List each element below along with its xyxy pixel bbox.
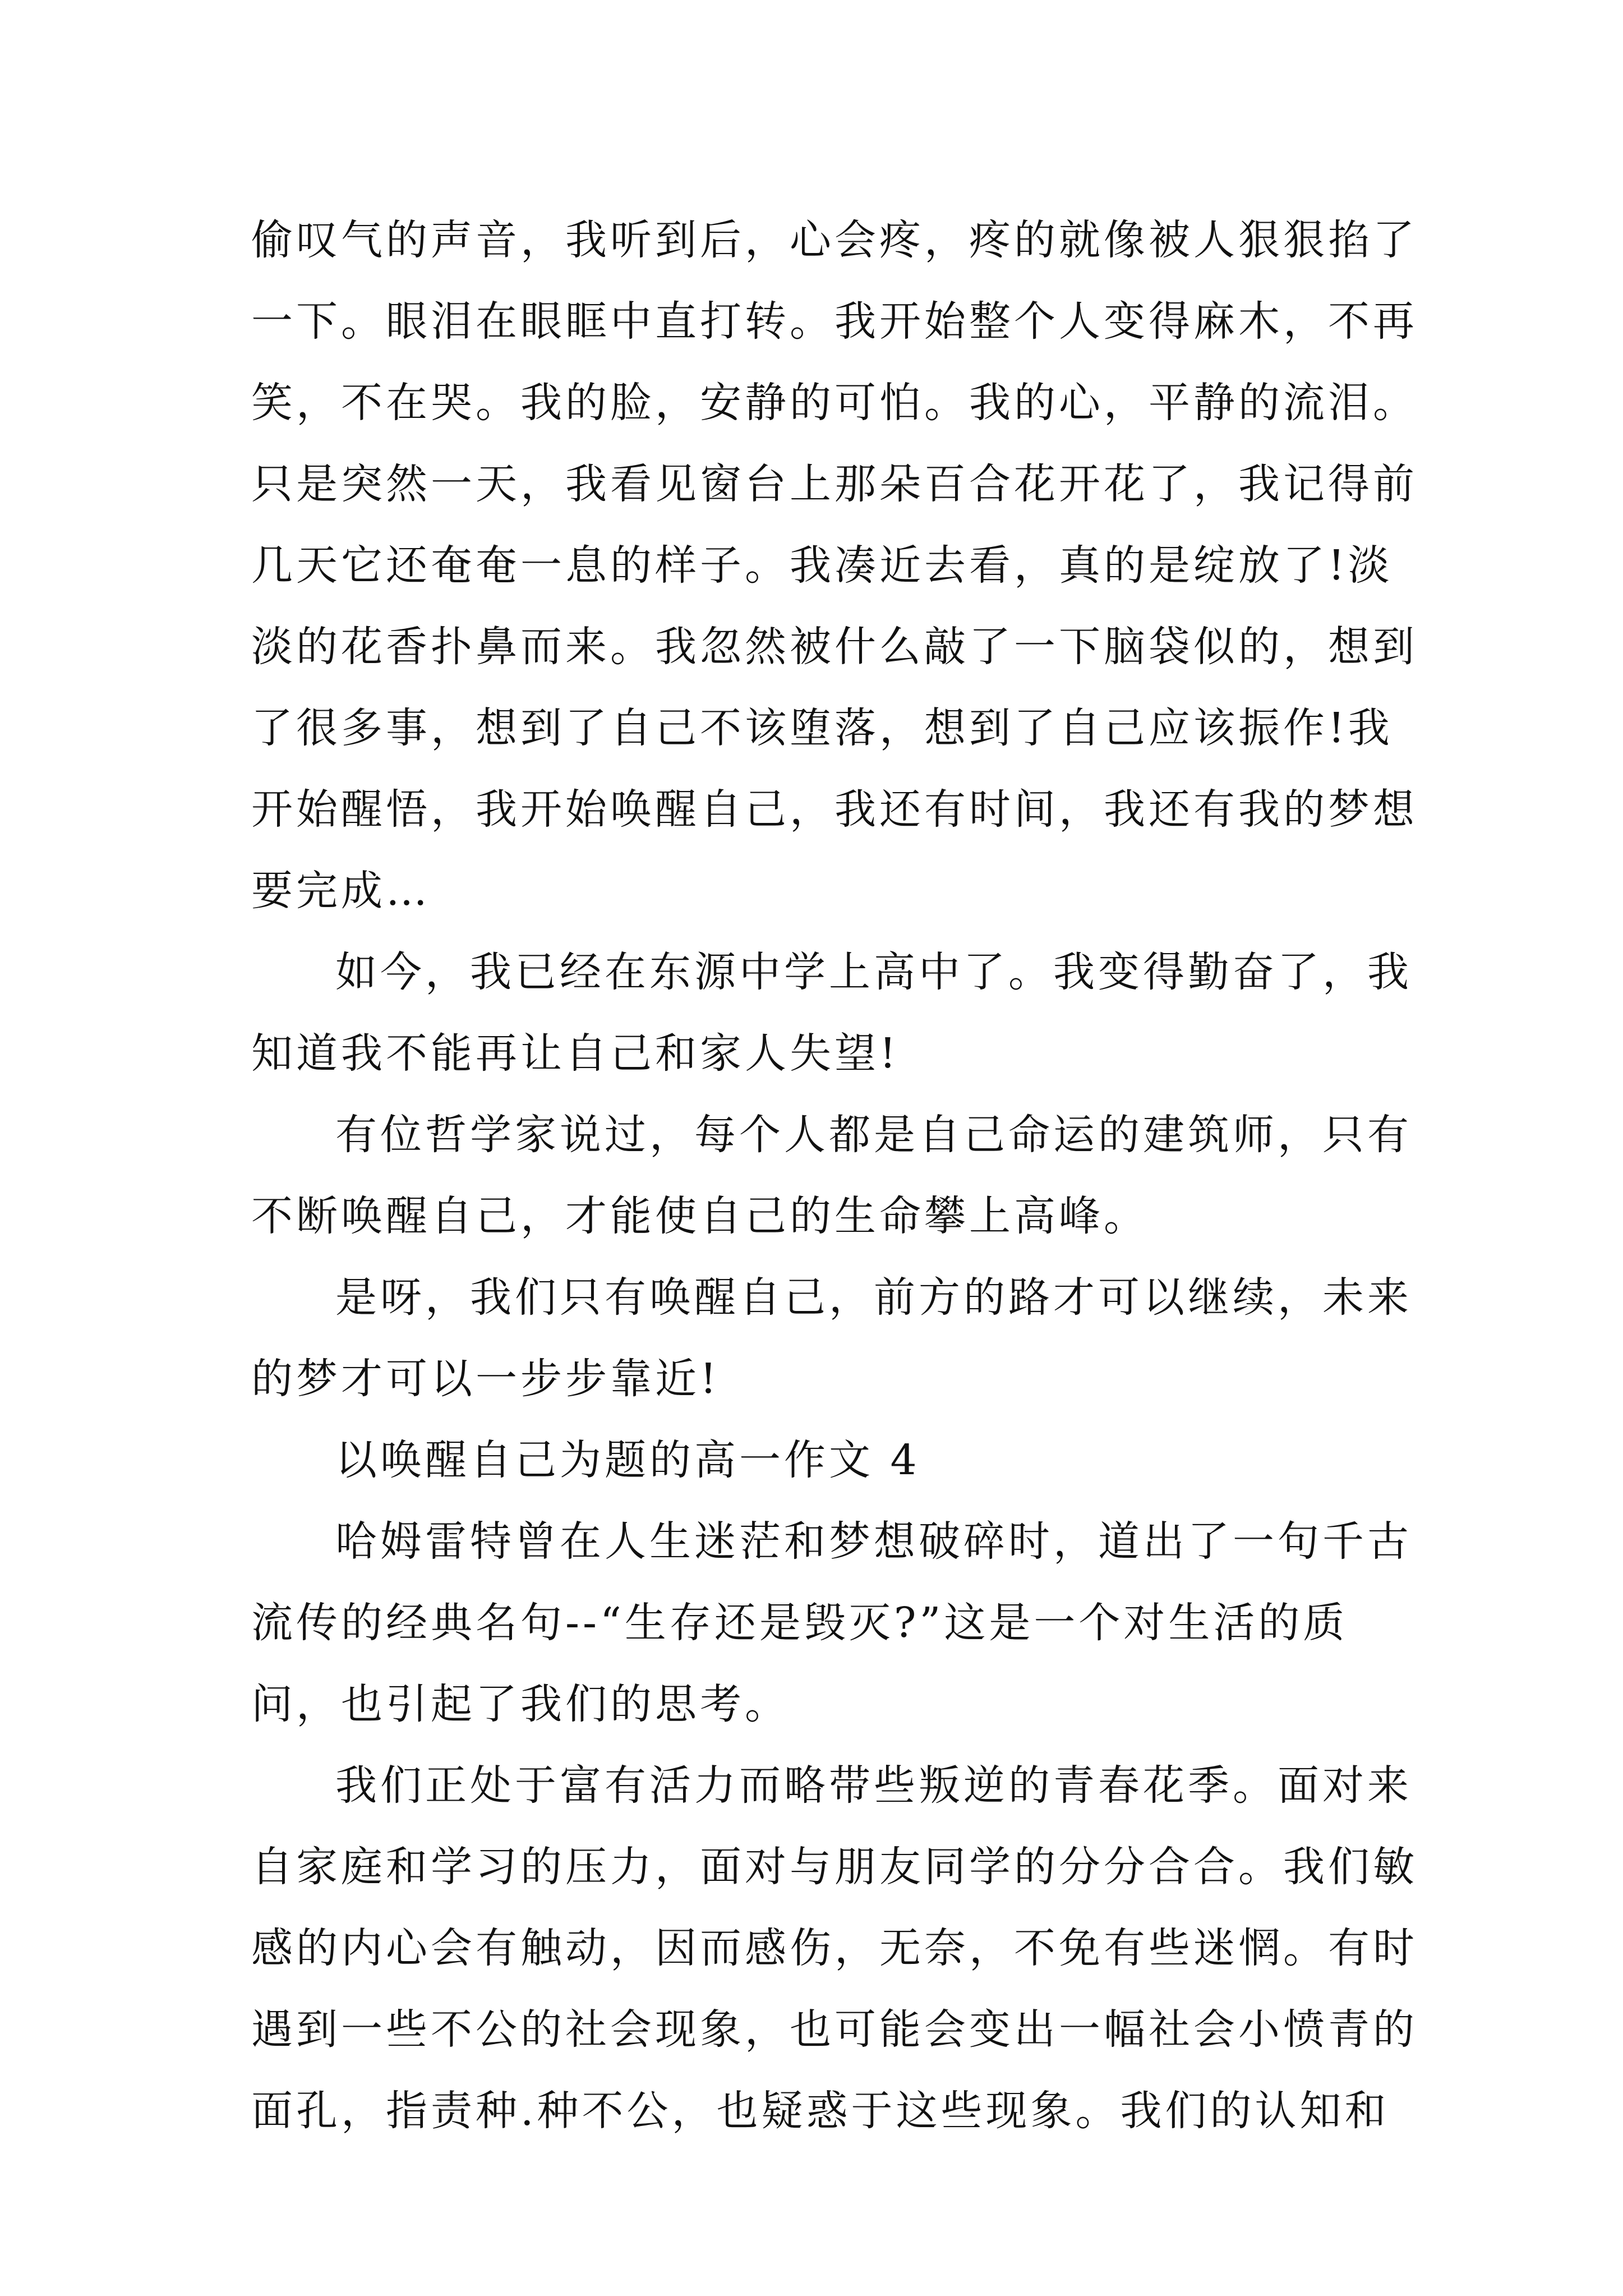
text-line: 不断唤醒自己，才能使自己的生命攀上高峰。 <box>251 1192 1149 1240</box>
section-heading: 以唤醒自己为题的高一作文 4 <box>335 1436 920 1484</box>
text-line: 笑，不在哭。我的脸，安静的可怕。我的心，平静的流泪。 <box>251 379 1418 427</box>
paragraph-first-line: 如今，我已经在东源中学上高中了。我变得勤奋了，我 <box>335 948 1412 996</box>
text-line: 流传的经典名句--“生存还是毁灭?”这是一个对生活的质 <box>251 1599 1348 1647</box>
text-line: 了很多事，想到了自己不该堕落，想到了自己应该振作!我 <box>251 704 1393 752</box>
text-line: 几天它还奄奄一息的样子。我凑近去看，真的是绽放了!淡 <box>251 541 1393 590</box>
text-line: 自家庭和学习的压力，面对与朋友同学的分分合合。我们敏 <box>251 1843 1418 1891</box>
text-line: 只是突然一天，我看见窗台上那朵百合花开花了，我记得前 <box>251 460 1418 508</box>
text-line: 的梦才可以一步步靠近! <box>251 1355 720 1403</box>
paragraph-first-line: 有位哲学家说过，每个人都是自己命运的建筑师，只有 <box>335 1111 1412 1159</box>
text-line: 一下。眼泪在眼眶中直打转。我开始整个人变得麻木，不再 <box>251 297 1418 346</box>
paragraph-first-line: 我们正处于富有活力而略带些叛逆的青春花季。面对来 <box>335 1761 1412 1810</box>
text-line: 问，也引起了我们的思考。 <box>251 1680 790 1728</box>
paragraph-first-line: 哈姆雷特曾在人生迷茫和梦想破碎时，道出了一句千古 <box>335 1517 1412 1566</box>
document-body <box>251 200 1418 2152</box>
text-line: 遇到一些不公的社会现象，也可能会变出一幅社会小愤青的 <box>251 2005 1418 2054</box>
text-line: 偷叹气的声音，我听到后，心会疼，疼的就像被人狠狠掐了 <box>251 216 1418 264</box>
text-line: 开始醒悟，我开始唤醒自己，我还有时间，我还有我的梦想 <box>251 785 1418 834</box>
text-line: 淡的花香扑鼻而来。我忽然被什么敲了一下脑袋似的，想到 <box>251 623 1418 671</box>
paragraph-first-line: 是呀，我们只有唤醒自己，前方的路才可以继续，未来 <box>335 1273 1412 1322</box>
text-line: 面孔，指责种.种不公，也疑惑于这些现象。我们的认知和 <box>251 2087 1390 2135</box>
text-line: 知道我不能再让自己和家人失望! <box>251 1029 900 1078</box>
text-line: 感的内心会有触动，因而感伤，无奈，不免有些迷惘。有时 <box>251 1924 1418 1972</box>
text-line: 要完成… <box>251 867 431 915</box>
